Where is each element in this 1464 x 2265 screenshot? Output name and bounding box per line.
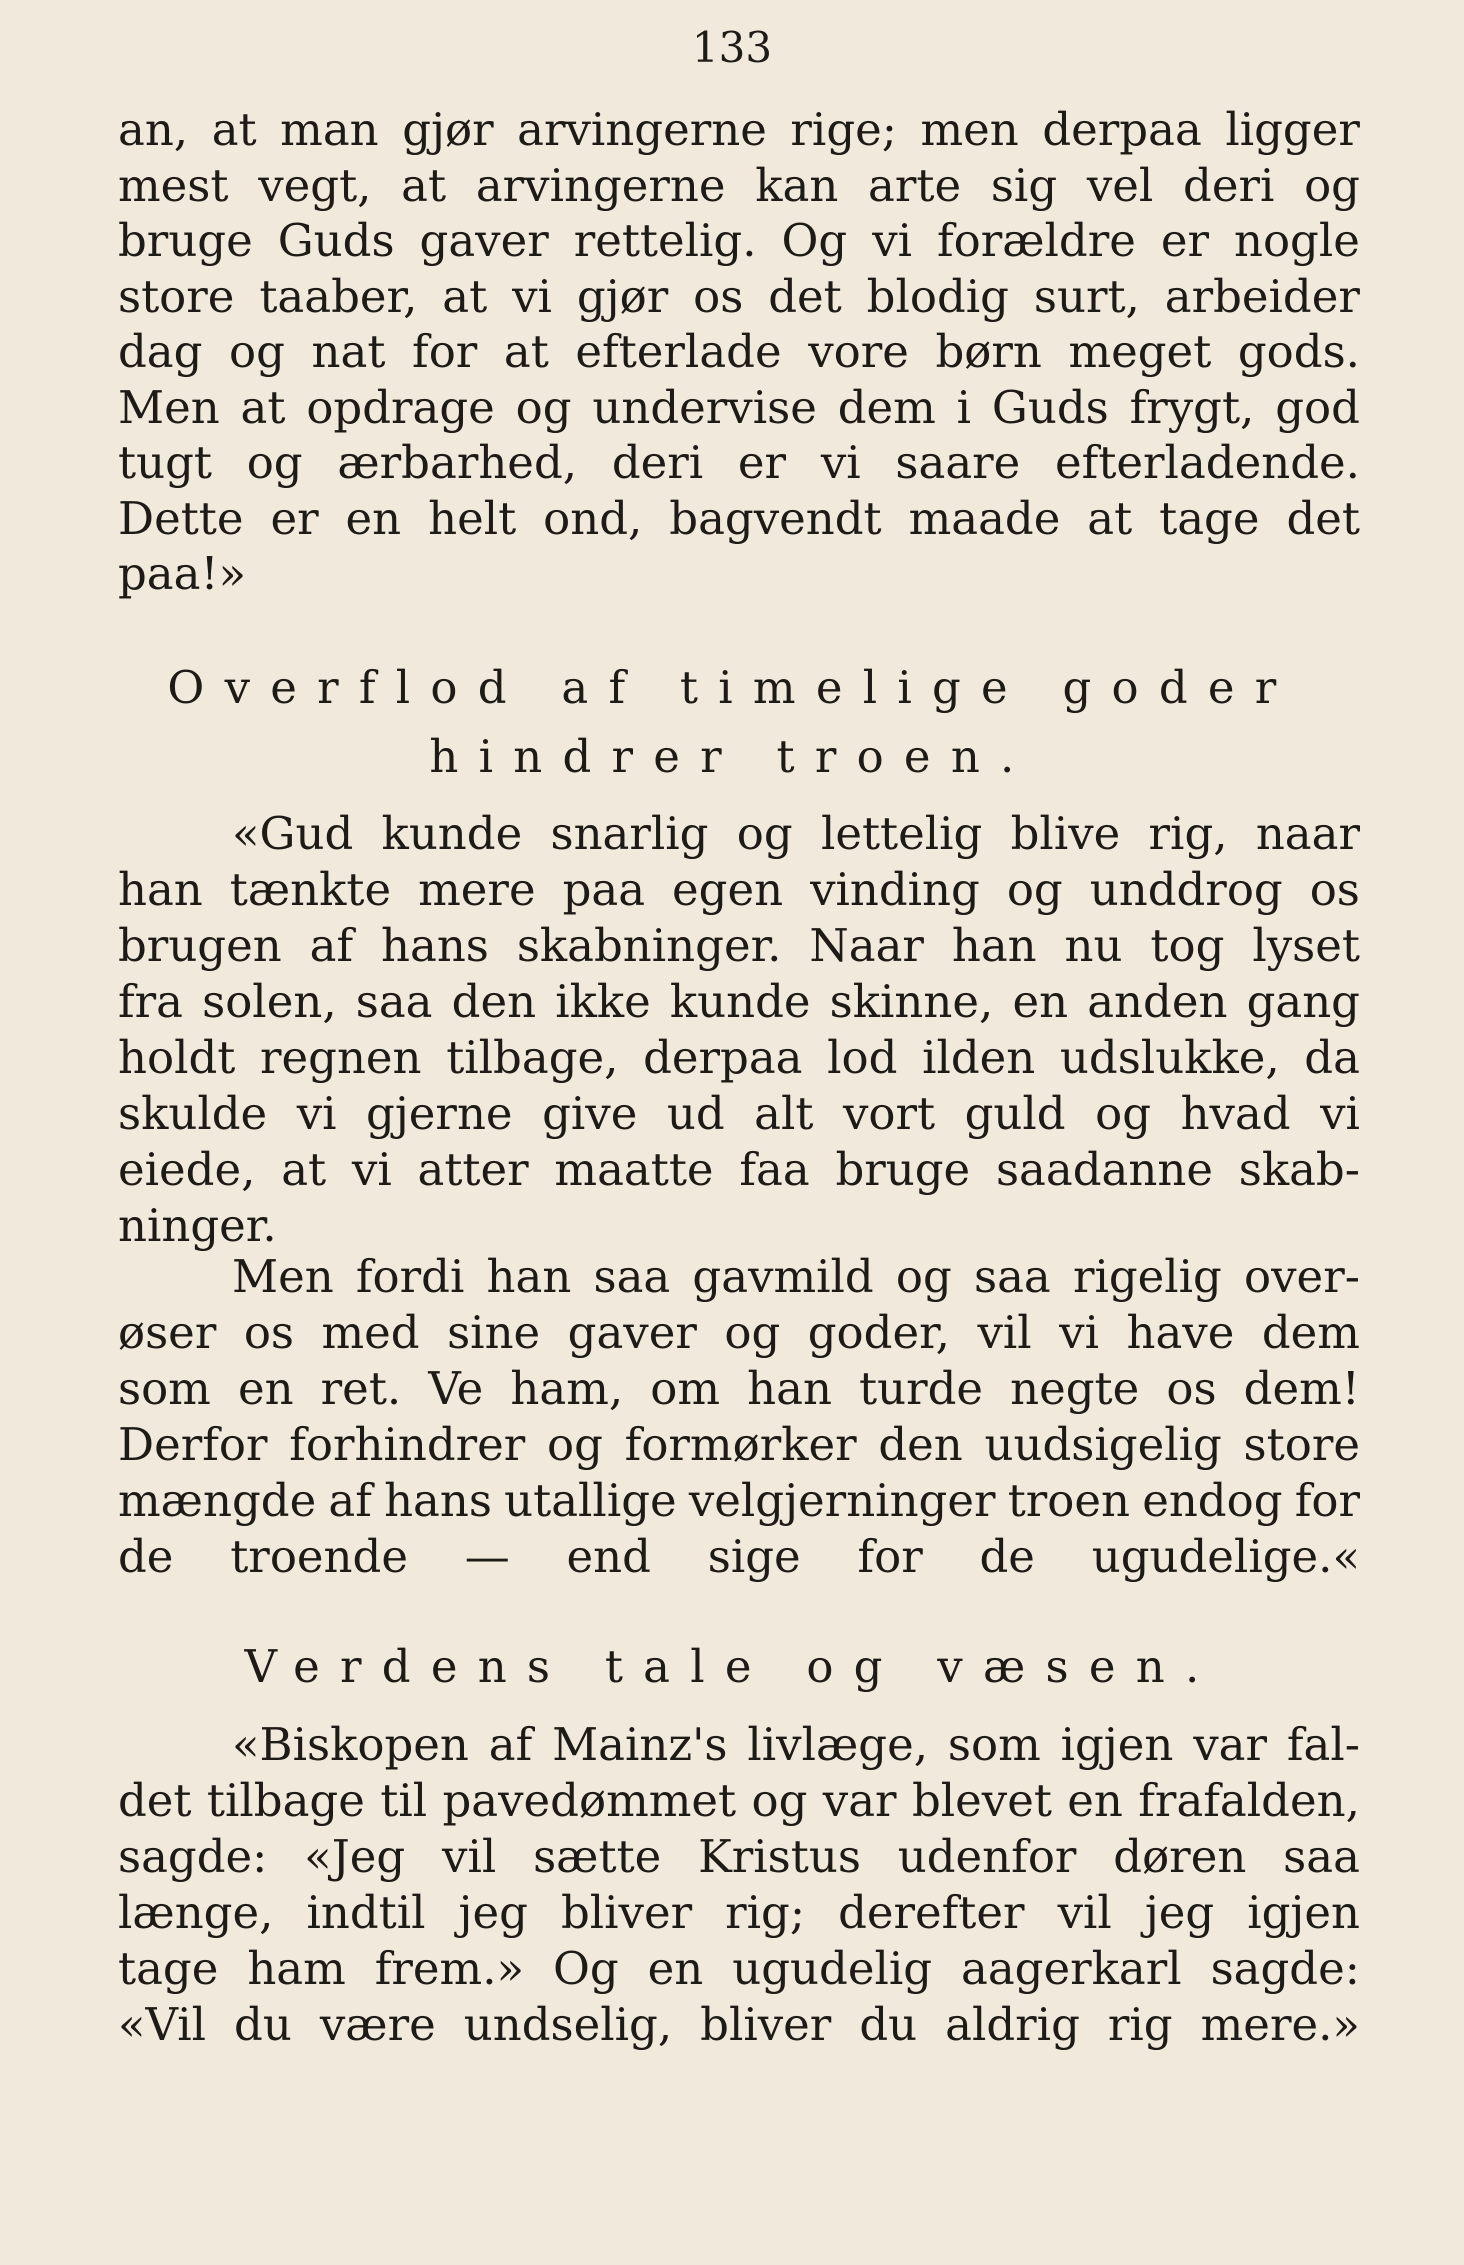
word: en xyxy=(1067,1774,1123,1827)
word: tænkte xyxy=(229,863,392,916)
word: skab- xyxy=(1238,1143,1360,1196)
word: at xyxy=(442,269,488,323)
word: børn xyxy=(935,325,1042,378)
word: tilbage, xyxy=(446,1031,619,1084)
word: dem! xyxy=(1243,1362,1360,1415)
word: vi xyxy=(872,214,913,267)
word: for xyxy=(412,325,478,378)
word: og xyxy=(895,1250,952,1303)
word: en xyxy=(647,1942,704,1995)
word: og xyxy=(229,325,285,378)
word: pavedømmet xyxy=(442,1774,737,1827)
word: de xyxy=(118,1530,174,1583)
word: sige xyxy=(707,1530,801,1583)
word: saadanne xyxy=(995,1143,1213,1196)
text-line xyxy=(118,1142,1360,1198)
word: regnen xyxy=(260,1031,422,1084)
word: det xyxy=(768,269,842,323)
word: gjerne xyxy=(366,1087,513,1140)
word: af xyxy=(309,919,354,972)
word: aldrig xyxy=(945,1998,1080,2051)
word: ham, xyxy=(510,1362,624,1415)
word: have xyxy=(1126,1306,1235,1359)
word: øser xyxy=(118,1306,217,1359)
word: brugen xyxy=(118,919,282,972)
word: vort xyxy=(843,1087,936,1140)
word: arte xyxy=(868,158,962,212)
word: skulde xyxy=(118,1087,268,1140)
word: os xyxy=(243,1306,294,1359)
word: tugt xyxy=(118,436,212,489)
word: «Gud xyxy=(232,807,354,860)
word: saa xyxy=(974,1250,1051,1303)
word: af xyxy=(328,1474,372,1527)
word: kunde xyxy=(381,807,523,860)
word: sagde: xyxy=(118,1830,268,1883)
word: gaver xyxy=(567,1306,697,1359)
word: negte xyxy=(1010,1362,1140,1415)
word: vore xyxy=(808,325,909,378)
word: gaver xyxy=(419,214,549,267)
word: vil xyxy=(977,1306,1032,1359)
text-line xyxy=(118,546,1360,602)
word: nu xyxy=(1064,919,1123,972)
word: Og xyxy=(781,214,848,267)
word: holdt xyxy=(118,1031,236,1084)
text-line xyxy=(118,1773,1360,1829)
word: ninger. xyxy=(118,1199,277,1252)
word: aagerkarl xyxy=(961,1942,1182,1995)
word: os xyxy=(1309,863,1360,916)
word: turde xyxy=(859,1362,984,1415)
text-line xyxy=(232,1249,1360,1305)
word: Derfor xyxy=(118,1418,268,1471)
word: end xyxy=(566,1530,651,1583)
word: udslukke, xyxy=(1059,1031,1280,1084)
word: «Biskopen xyxy=(232,1718,469,1771)
word: ret. xyxy=(320,1362,402,1415)
word: og xyxy=(246,436,303,489)
word: lod xyxy=(827,1031,898,1084)
word: gods. xyxy=(1237,325,1360,378)
word: lettelig xyxy=(820,807,983,860)
word: troende xyxy=(230,1530,408,1583)
word: sig xyxy=(990,158,1058,212)
word: var xyxy=(822,1774,897,1827)
word: tage xyxy=(1159,491,1260,545)
section-heading-overflod-line2: hindrer troen. xyxy=(429,730,1035,783)
word: blodig xyxy=(866,269,1009,323)
word: ud xyxy=(666,1087,725,1140)
word: opdrage xyxy=(306,380,495,434)
word: atter xyxy=(417,1143,529,1196)
word: Kristus xyxy=(698,1830,861,1883)
word: at xyxy=(503,325,549,378)
word: bruge xyxy=(835,1143,971,1196)
word: blive xyxy=(1010,807,1121,860)
word: og xyxy=(547,1418,603,1471)
word: i xyxy=(956,380,972,434)
word: Guds xyxy=(277,214,395,267)
word: han xyxy=(951,919,1037,972)
word: saa xyxy=(355,975,433,1028)
text-line xyxy=(118,324,1360,380)
word: man xyxy=(280,103,379,156)
word: mere.» xyxy=(1200,1998,1360,2051)
word: hvad xyxy=(1180,1087,1291,1140)
word: og xyxy=(1006,863,1063,916)
word: for xyxy=(857,1530,923,1583)
text-line xyxy=(118,918,1360,974)
text-line xyxy=(118,1941,1360,1997)
word: jeg xyxy=(458,1886,528,1939)
word: vi xyxy=(296,1087,337,1140)
page-number: 133 xyxy=(691,23,773,72)
word: rig xyxy=(1107,1998,1173,2051)
word: med xyxy=(321,1306,420,1359)
text-line xyxy=(118,1417,1360,1473)
word: faa xyxy=(739,1143,810,1196)
word: utallige xyxy=(504,1474,677,1527)
word: skinne, xyxy=(829,975,994,1028)
word: kunde xyxy=(669,975,811,1028)
word: igjen xyxy=(1060,1718,1174,1771)
word: lyset xyxy=(1252,919,1360,972)
word: om xyxy=(650,1362,721,1415)
word: os xyxy=(1166,1362,1217,1415)
word: maatte xyxy=(554,1143,714,1196)
word: derpaa xyxy=(1042,103,1202,156)
word: at xyxy=(211,103,257,156)
word: er xyxy=(737,436,787,489)
text-line xyxy=(232,1717,1360,1773)
word: store xyxy=(118,269,235,323)
word: alt xyxy=(754,1087,814,1140)
word: mængde xyxy=(118,1474,317,1527)
word: rettelig. xyxy=(573,214,757,267)
word: efterladende. xyxy=(1055,436,1360,489)
word: efterlade xyxy=(575,325,782,378)
word: han xyxy=(486,1250,572,1303)
word: over- xyxy=(1244,1250,1360,1303)
word: han xyxy=(118,863,203,916)
word: Dette xyxy=(118,491,244,545)
word: goder, xyxy=(807,1306,950,1359)
text-line xyxy=(118,213,1360,269)
word: da xyxy=(1304,1031,1360,1084)
show-through-left xyxy=(60,1330,100,1930)
word: døren xyxy=(1113,1830,1247,1883)
word: skabninger. xyxy=(516,919,782,972)
word: igjen xyxy=(1247,1886,1360,1939)
word: men xyxy=(920,103,1019,156)
word: taaber, xyxy=(259,269,418,323)
word: dem xyxy=(837,380,936,434)
word: solen, xyxy=(202,975,337,1028)
word: arbeider xyxy=(1164,269,1360,323)
word: Og xyxy=(553,1942,619,1995)
word: maade xyxy=(908,491,1061,545)
word: ond, xyxy=(543,491,643,545)
word: rig; xyxy=(725,1886,806,1939)
word: tog xyxy=(1150,919,1225,972)
word: Men xyxy=(118,380,220,434)
word: var xyxy=(1193,1718,1267,1771)
word: saare xyxy=(895,436,1021,489)
word: det xyxy=(1286,491,1360,545)
word: undervise xyxy=(592,380,817,434)
word: arvingerne xyxy=(517,103,767,156)
word: for xyxy=(1294,1474,1360,1527)
word: bliver xyxy=(560,1886,693,1939)
text-line xyxy=(118,1198,1360,1254)
word: sagde: xyxy=(1210,1942,1360,1995)
word: meget xyxy=(1068,325,1212,378)
word: rige; xyxy=(790,103,897,156)
text-line xyxy=(118,1829,1360,1885)
word: unddrog xyxy=(1089,863,1283,916)
word: forhindrer xyxy=(289,1418,526,1471)
word: gjør xyxy=(576,269,669,323)
word: gavmild xyxy=(692,1250,874,1303)
word: frem.» xyxy=(374,1942,525,1995)
word: han xyxy=(747,1362,832,1415)
word: livlæge, xyxy=(747,1718,929,1771)
word: tilbage xyxy=(206,1774,365,1827)
text-line xyxy=(118,158,1360,214)
word: fra xyxy=(118,975,183,1028)
word: tage xyxy=(118,1942,219,1995)
word: deri xyxy=(611,436,704,489)
word: være xyxy=(319,1998,436,2051)
word: ikke xyxy=(555,975,651,1028)
word: fordi xyxy=(355,1250,465,1303)
word: mest xyxy=(118,158,229,212)
word: deri xyxy=(1183,158,1275,212)
word: at xyxy=(1087,491,1133,545)
word: rig, xyxy=(1148,807,1228,860)
word: «Vil xyxy=(118,1998,207,2051)
text-line xyxy=(118,1305,1360,1361)
word: en xyxy=(1012,975,1069,1028)
word: og xyxy=(724,1306,781,1359)
word: mere xyxy=(418,863,536,916)
word: at xyxy=(401,158,447,212)
word: og xyxy=(736,807,793,860)
word: og xyxy=(1095,1087,1152,1140)
text-line xyxy=(118,1885,1360,1941)
word: naar xyxy=(1255,807,1360,860)
word: nat xyxy=(311,325,386,378)
word: saa xyxy=(593,1250,671,1303)
word: frygt, xyxy=(1129,380,1255,434)
text-line xyxy=(118,491,1360,547)
section-heading-overflod: Overflod af timelige goder xyxy=(167,661,1297,714)
word: endog xyxy=(1142,1474,1283,1527)
word: sine xyxy=(447,1306,541,1359)
word: vi xyxy=(351,1143,392,1196)
word: at xyxy=(240,380,286,434)
word: til xyxy=(380,1774,428,1827)
word: uudsigelig xyxy=(984,1418,1222,1471)
word: ærbarhed, xyxy=(337,436,578,489)
word: og xyxy=(1304,158,1360,212)
word: «Jeg xyxy=(304,1830,406,1883)
word: bliver xyxy=(700,1998,832,2051)
word: udenfor xyxy=(897,1830,1077,1883)
word: vel xyxy=(1086,158,1154,212)
word: derefter xyxy=(838,1886,1025,1939)
word: gjør xyxy=(402,103,494,156)
word: af xyxy=(488,1718,533,1771)
word: Mainz's xyxy=(552,1718,728,1771)
word: arvingerne xyxy=(475,158,726,212)
text-line xyxy=(118,974,1360,1030)
word: og xyxy=(751,1774,808,1827)
word: rigelig xyxy=(1072,1250,1222,1303)
word: frafalden, xyxy=(1138,1774,1360,1827)
word: som xyxy=(118,1362,211,1415)
word: vil xyxy=(1057,1886,1112,1939)
word: forældre xyxy=(936,214,1136,267)
word: de xyxy=(979,1530,1035,1583)
text-line xyxy=(118,1030,1360,1086)
word: paa!» xyxy=(118,547,247,600)
section-heading-verdens: Verdens tale og væsen. xyxy=(244,1640,1220,1693)
word: den xyxy=(451,975,537,1028)
word: ugudelig xyxy=(732,1942,933,1995)
word: guld xyxy=(964,1087,1066,1140)
word: du xyxy=(234,1998,292,2051)
text-line xyxy=(118,1361,1360,1417)
text-line xyxy=(118,435,1360,491)
word: god xyxy=(1275,380,1360,434)
text-line xyxy=(118,380,1360,436)
word: vi xyxy=(1320,1087,1360,1140)
word: du xyxy=(859,1998,918,2051)
word: en xyxy=(237,1362,294,1415)
word: sætte xyxy=(533,1830,662,1883)
word: jeg xyxy=(1144,1886,1215,1939)
word: ligger xyxy=(1225,103,1360,156)
word: hans xyxy=(384,1474,492,1527)
word: store xyxy=(1243,1418,1360,1471)
word: Ve xyxy=(428,1362,484,1415)
word: dag xyxy=(118,325,203,378)
word: — xyxy=(464,1530,510,1583)
word: Guds xyxy=(991,380,1109,434)
word: er xyxy=(1160,214,1210,267)
word: formørker xyxy=(624,1418,857,1471)
word: surt, xyxy=(1033,269,1140,323)
word: anden xyxy=(1087,975,1228,1028)
word: derpaa xyxy=(643,1031,803,1084)
word: at xyxy=(281,1143,327,1196)
word: ugudelige.« xyxy=(1091,1530,1360,1583)
text-line xyxy=(232,806,1360,862)
word: vil xyxy=(442,1830,497,1883)
word: hans xyxy=(381,919,489,972)
word: vi xyxy=(1059,1306,1099,1359)
word: blevet xyxy=(911,1774,1052,1827)
word: eiede, xyxy=(118,1143,256,1196)
word: fal- xyxy=(1286,1718,1360,1771)
text-line xyxy=(118,1997,1360,2053)
word: snarlig xyxy=(550,807,709,860)
word: an, xyxy=(118,103,189,156)
word: give xyxy=(542,1087,638,1140)
word: som xyxy=(947,1718,1041,1771)
word: en xyxy=(345,491,402,545)
word: egen xyxy=(672,863,784,916)
word: dem xyxy=(1261,1306,1360,1359)
text-line xyxy=(118,1086,1360,1142)
word: ham xyxy=(247,1942,346,1995)
word: den xyxy=(878,1418,963,1471)
word: helt xyxy=(428,491,517,545)
word: vinding xyxy=(810,863,980,916)
text-line xyxy=(118,862,1360,918)
word: indtil xyxy=(306,1886,426,1939)
text-line xyxy=(118,102,1360,158)
word: Men xyxy=(232,1250,334,1303)
word: Naar xyxy=(809,919,924,972)
word: paa xyxy=(562,863,646,916)
word: vegt, xyxy=(258,158,372,212)
word: os xyxy=(693,269,744,323)
word: det xyxy=(118,1774,192,1827)
word: velgjerninger xyxy=(688,1474,996,1527)
word: troen xyxy=(1007,1474,1130,1527)
word: undselig, xyxy=(463,1998,673,2051)
text-line xyxy=(118,1473,1360,1529)
word: og xyxy=(515,380,572,434)
word: vi xyxy=(820,436,861,489)
word: nogle xyxy=(1233,214,1360,267)
word: længe, xyxy=(118,1886,274,1939)
word: vi xyxy=(512,269,552,323)
word: kan xyxy=(755,158,839,212)
word: bruge xyxy=(118,214,253,267)
word: gang xyxy=(1246,975,1360,1028)
word: ilden xyxy=(922,1031,1036,1084)
word: er xyxy=(270,491,319,545)
text-line xyxy=(118,1529,1360,1585)
word: bagvendt xyxy=(669,491,882,545)
word: saa xyxy=(1283,1830,1360,1883)
text-line xyxy=(118,269,1360,325)
